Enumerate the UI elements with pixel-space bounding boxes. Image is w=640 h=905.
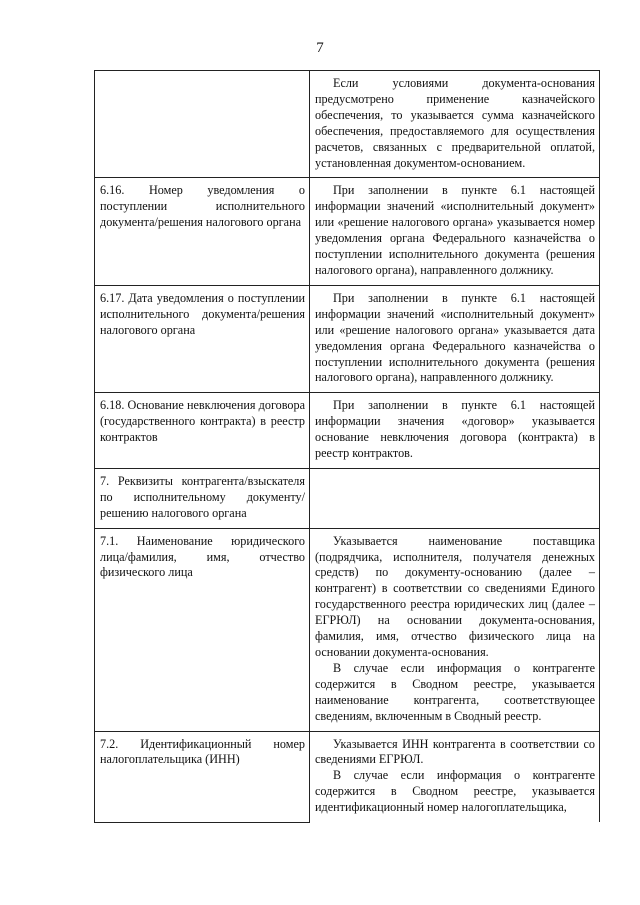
row-label: 7.1. Наименование юридического лица/фамилия, имя, отчество физического лица [95, 528, 310, 731]
row-description [310, 178, 600, 285]
row-label: 7.2. Идентификационный номер налогоплательщика (ИНН) [95, 731, 310, 822]
row-description-empty [310, 468, 600, 528]
row-description [310, 393, 600, 469]
row-label [95, 71, 310, 178]
description-paragraph: В случае если информация о контрагенте содержится в Сводном реестре, указывается идентификационный номер налогоплательщика, [315, 768, 595, 815]
row-description [310, 731, 600, 822]
row-description [310, 71, 600, 178]
row-description [310, 528, 600, 731]
row-label: 6.18. Основание невключения договора (государственного контракта) в реестр контрактов [95, 393, 310, 469]
row-description [310, 285, 600, 392]
section-heading: 7. Реквизиты контрагента/взыскателя по исполнительному документу/решению налогового органа [95, 468, 310, 528]
table-row [95, 528, 600, 731]
table-row [95, 285, 600, 392]
table-row [95, 393, 600, 469]
description-paragraph: Указывается ИНН контрагента в соответствии со сведениями ЕГРЮЛ. [315, 736, 595, 767]
row-label: 6.16. Номер уведомления о поступлении исполнительного документа/решения налогового органа [95, 178, 310, 285]
page-number: 7 [316, 40, 324, 56]
description-paragraph: При заполнении в пункте 6.1 настоящей информации значения «договор» указывается основание невключения договора (контракта) в реестр контрактов. [315, 398, 595, 461]
table-row [95, 178, 600, 285]
table-row [95, 468, 600, 528]
row-label: 6.17. Дата уведомления о поступлении исполнительного документа/решения налогового органа [95, 285, 310, 392]
description-paragraph: При заполнении в пункте 6.1 настоящей информации значений «исполнительный документ» или «решение налогового органа» указывается дата уведомления органа Федерального казначейства о поступлении исполнительного документа (решения налогового органа), направленного должнику. [315, 290, 595, 385]
requisites-table [94, 70, 600, 823]
table-row [95, 71, 600, 178]
description-paragraph: Если условиями документа-основания предусмотрено применение казначейского обеспечения, то указывается сумма казначейского обеспечения, предоставляемого для осуществления расчетов, связанных с предварительной оплатой, установленная документом-основанием. [315, 76, 595, 170]
table-row [95, 731, 600, 822]
description-paragraph: При заполнении в пункте 6.1 настоящей информации значений «исполнительный документ» или «решение налогового органа» указывается номер уведомления органа Федерального казначейства о поступлении исполнительного документа (решения налогового органа), направленного должнику. [315, 183, 595, 277]
description-paragraph: В случае если информация о контрагенте содержится в Сводном реестре, указывается наименование контрагента, соответствующее сведениям, включенным в Сводный реестр. [315, 660, 595, 723]
description-paragraph: Указывается наименование поставщика (подрядчика, исполнителя, получателя денежных средств) по документу-основанию (далее – контрагент) в соответствии со сведениями Единого государственного реестра юридических лиц (далее – ЕГРЮЛ) на основании документа-основания, фамилия, имя, отчество физического лица на основании документа-основания. [315, 533, 595, 659]
